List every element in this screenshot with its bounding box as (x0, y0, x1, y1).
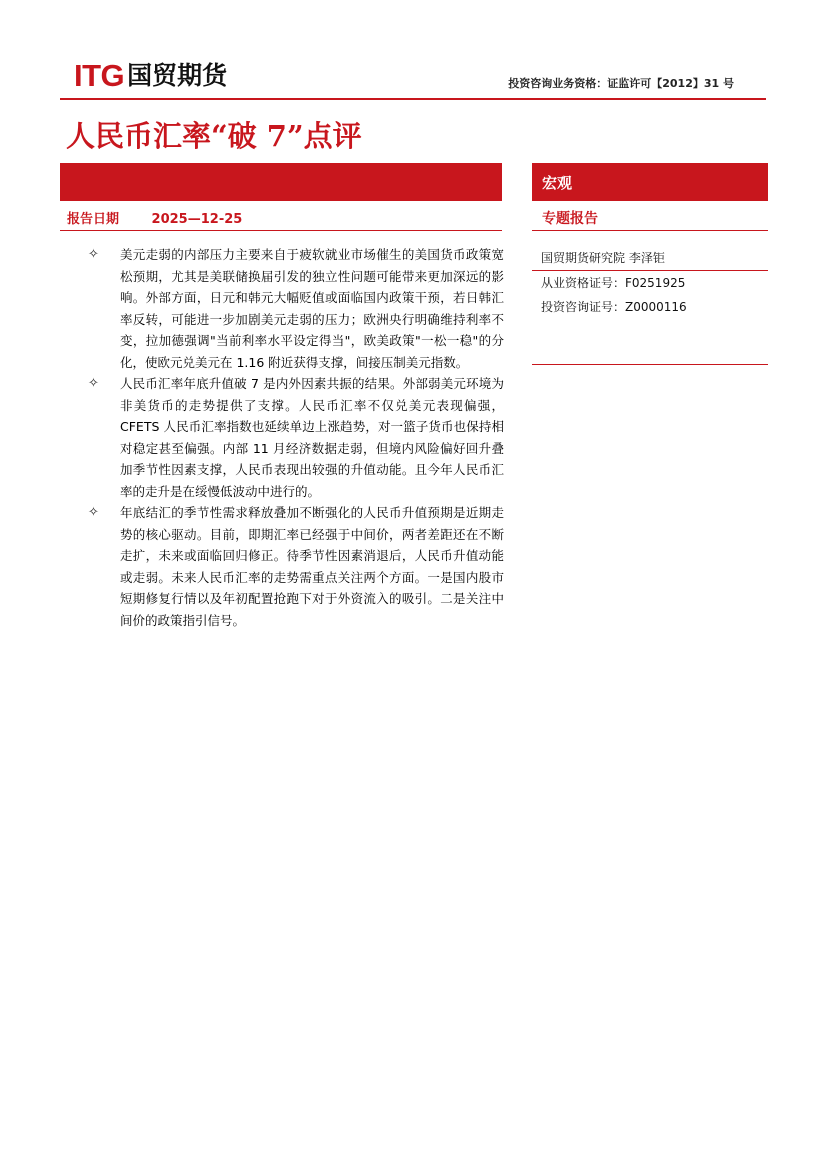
author-info (541, 246, 687, 320)
diamond-bullet-icon: ✧ (88, 505, 99, 520)
logo-company-name: 国贸期货 (127, 61, 228, 90)
report-date-label: 报告日期 (67, 212, 120, 227)
bullet-text: 人民币汇率年底升值破 7 是内外因素共振的结果。外部弱美元环境为非美货币的走势提供了支撑。人民币汇率不仅兑美元表现偏强，CFETS 人民币汇率指数也延续单边上涨趋势，对一篮子货币也保持相对稳定甚至偏强。内部 11 月经济数据走弱，但境内风险偏好回升叠加季节性因素支撑，人民币表现出较强的升值动能。且今年人民币汇率的走升是在绥慢低波动中进行的。 (120, 376, 504, 499)
bullet-text: 美元走弱的内部压力主要来自于疲软就业市场催生的美国货币政策宽松预期，尤其是美联储换届引发的独立性问题可能带来更加深远的影响。外部方面，日元和韩元大幅贬值或面临国内政策干预，若日韩汇率反转，可能进一步加剧美元走弱的压力；欧洲央行明确维持利率不变，拉加德强调"当前利率水平设定得当"，欧美政策"一松一稳"的分化，使欧元兑美元在 1.16 附近获得支撑，间接压制美元指数。 (120, 247, 504, 370)
institute-author: 国贸期货研究院 李泽钜 (541, 251, 665, 265)
sidebar-divider-top (532, 230, 768, 231)
advisory-cert: 投资咨询证号：Z0000116 (541, 300, 687, 314)
header-divider (60, 98, 766, 100)
logo-itg-text: ITG (74, 58, 125, 93)
company-logo (74, 60, 227, 91)
page-title: 人民币汇率“破 7”点评 (66, 119, 362, 153)
diamond-bullet-icon: ✧ (88, 376, 99, 391)
summary-bullets (88, 244, 504, 631)
bullet-text: 年底结汇的季节性需求释放叠加不断强化的人民币升值预期是近期走势的核心驱动。目前，即期汇率已经强于中间价，两者差距还在不断走扩，未来或面临回归修正。待季节性因素消退后，人民币升值动能或走弱。未来人民币汇率的走势需重点关注两个方面。一是国内股市短期修复行情以及年初配置抢跑下对于外资流入的吸引。二是关注中间价的政策指引信号。 (120, 505, 504, 628)
qualification-text: 投资咨询业务资格：证监许可【2012】31 号 (508, 77, 734, 90)
summary-bullet (88, 373, 504, 502)
date-divider (60, 230, 502, 231)
report-date-value: 2025—12-25 (151, 212, 243, 227)
sidebar-divider-mid (532, 270, 768, 271)
practice-cert: 从业资格证号：F0251925 (541, 275, 686, 290)
report-date (67, 208, 242, 227)
category-label: 宏观 (542, 174, 573, 192)
report-type: 专题报告 (542, 211, 598, 227)
sidebar-divider-bottom (532, 364, 768, 365)
category-banner (532, 163, 768, 201)
summary-bullet (88, 502, 504, 631)
title-banner (60, 163, 502, 201)
summary-bullet (88, 244, 504, 373)
diamond-bullet-icon: ✧ (88, 247, 99, 262)
